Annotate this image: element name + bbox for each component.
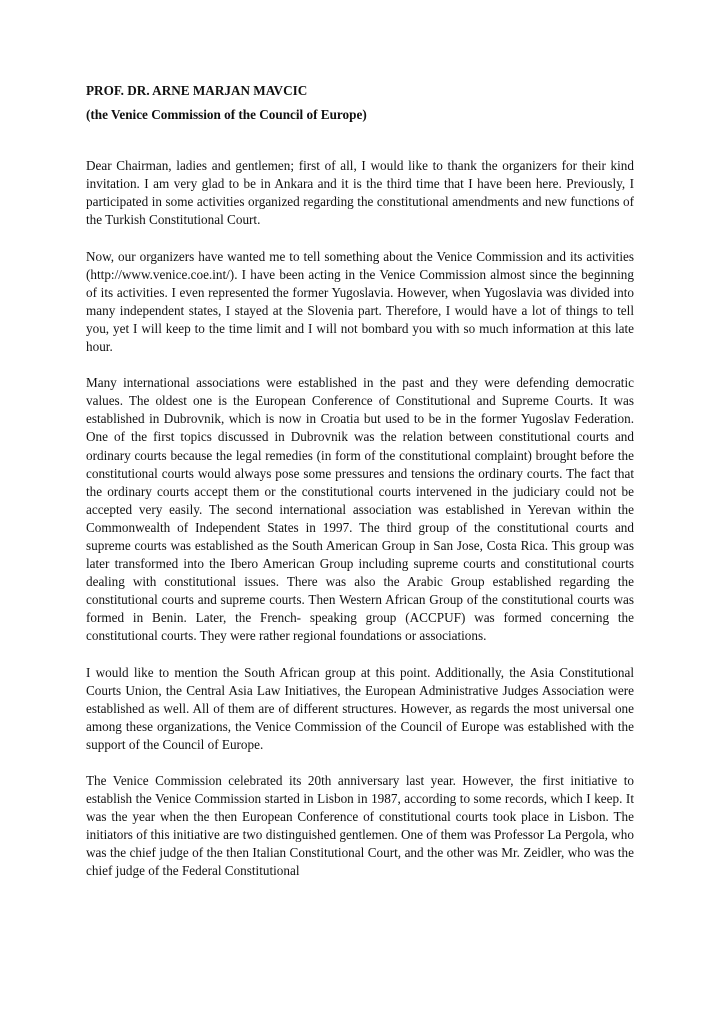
author-heading: PROF. DR. ARNE MARJAN MAVCIC bbox=[86, 83, 308, 98]
paragraph-international-associations: Many international associations were established in the past and they were defending democratic values. The oldest one is the European Conference of Constitutional and Supreme Courts. It was established in Dubrovnik, which is now in Croatia but used to be in the former Yugoslav Federation. One of the first topics discussed in Dubrovnik was the relation between constitutional courts and ordinary courts because the legal remedies (in form of the constitutional complaint) brought before the constitutional courts would always pose some pressures and tensions the ordinary courts. The fact that the ordinary courts accept them or the constitutional courts intervened in the judiciary could not be accepted very easily. The second international association was established in Yerevan within the Commonwealth of Independent States in 1997. The third group of the constitutional courts and supreme courts was established as the South American Group in San Jose, Costa Rica. This group was later transformed into the Ibero American Group including supreme courts and constitutional courts dealing with constitutional issues. There was also the Arabic Group established regarding the constitutional courts and supreme courts. Then Western African Group of the constitutional courts was formed in Benin. Later, the French- speaking group (ACCPUF) was formed concerning the constitutional courts. They were rather regional foundations or associations. bbox=[86, 375, 634, 644]
affiliation-heading: (the Venice Commission of the Council of Europe) bbox=[86, 107, 367, 123]
paragraph-opening: Dear Chairman, ladies and gentlemen; first of all, I would like to thank the organizers for their kind invitation. I am very glad to be in Ankara and it is the third time that I have been here. Previously, I participated in some activities organized regarding the constitutional amendments and new functions of the Turkish Constitutional Court. bbox=[86, 158, 634, 228]
paragraph-anniversary: The Venice Commission celebrated its 20th anniversary last year. However, the first initiative to establish the Venice Commission started in Lisbon in 1987, according to some records, which I keep. It was the year when the then European Conference of constitutional courts took place in Lisbon. The initiators of this initiative are two distinguished gentlemen. One of them was Professor La Pergola, who was the chief judge of the then Italian Constitutional Court, and the other was Mr. Zeidler, who was the chief judge of the Federal Constitutional bbox=[86, 773, 634, 879]
paragraph-south-african-group: I would like to mention the South African group at this point. Additionally, the Asia Constitutional Courts Union, the Central Asia Law Initiatives, the European Administrative Judges Association were established as well. All of them are of different structures. However, as regards the most universal one among these organizations, the Venice Commission of the Council of Europe was established with the support of the Council of Europe. bbox=[86, 664, 634, 752]
paragraph-venice-commission-intro: Now, our organizers have wanted me to tell something about the Venice Commission and its activities (http://www.venice.coe.int/). I have been acting in the Venice Commission almost since the beginning of its activities. I even represented the former Yugoslavia. However, when Yugoslavia was divided into many independent states, I stayed at the Slovenia part. Therefore, I would have a lot of things to tell you, yet I will keep to the time limit and I will not bombard you with so much information at this late hour. bbox=[86, 248, 634, 355]
document-content bbox=[86, 82, 634, 899]
document-body bbox=[86, 157, 634, 880]
